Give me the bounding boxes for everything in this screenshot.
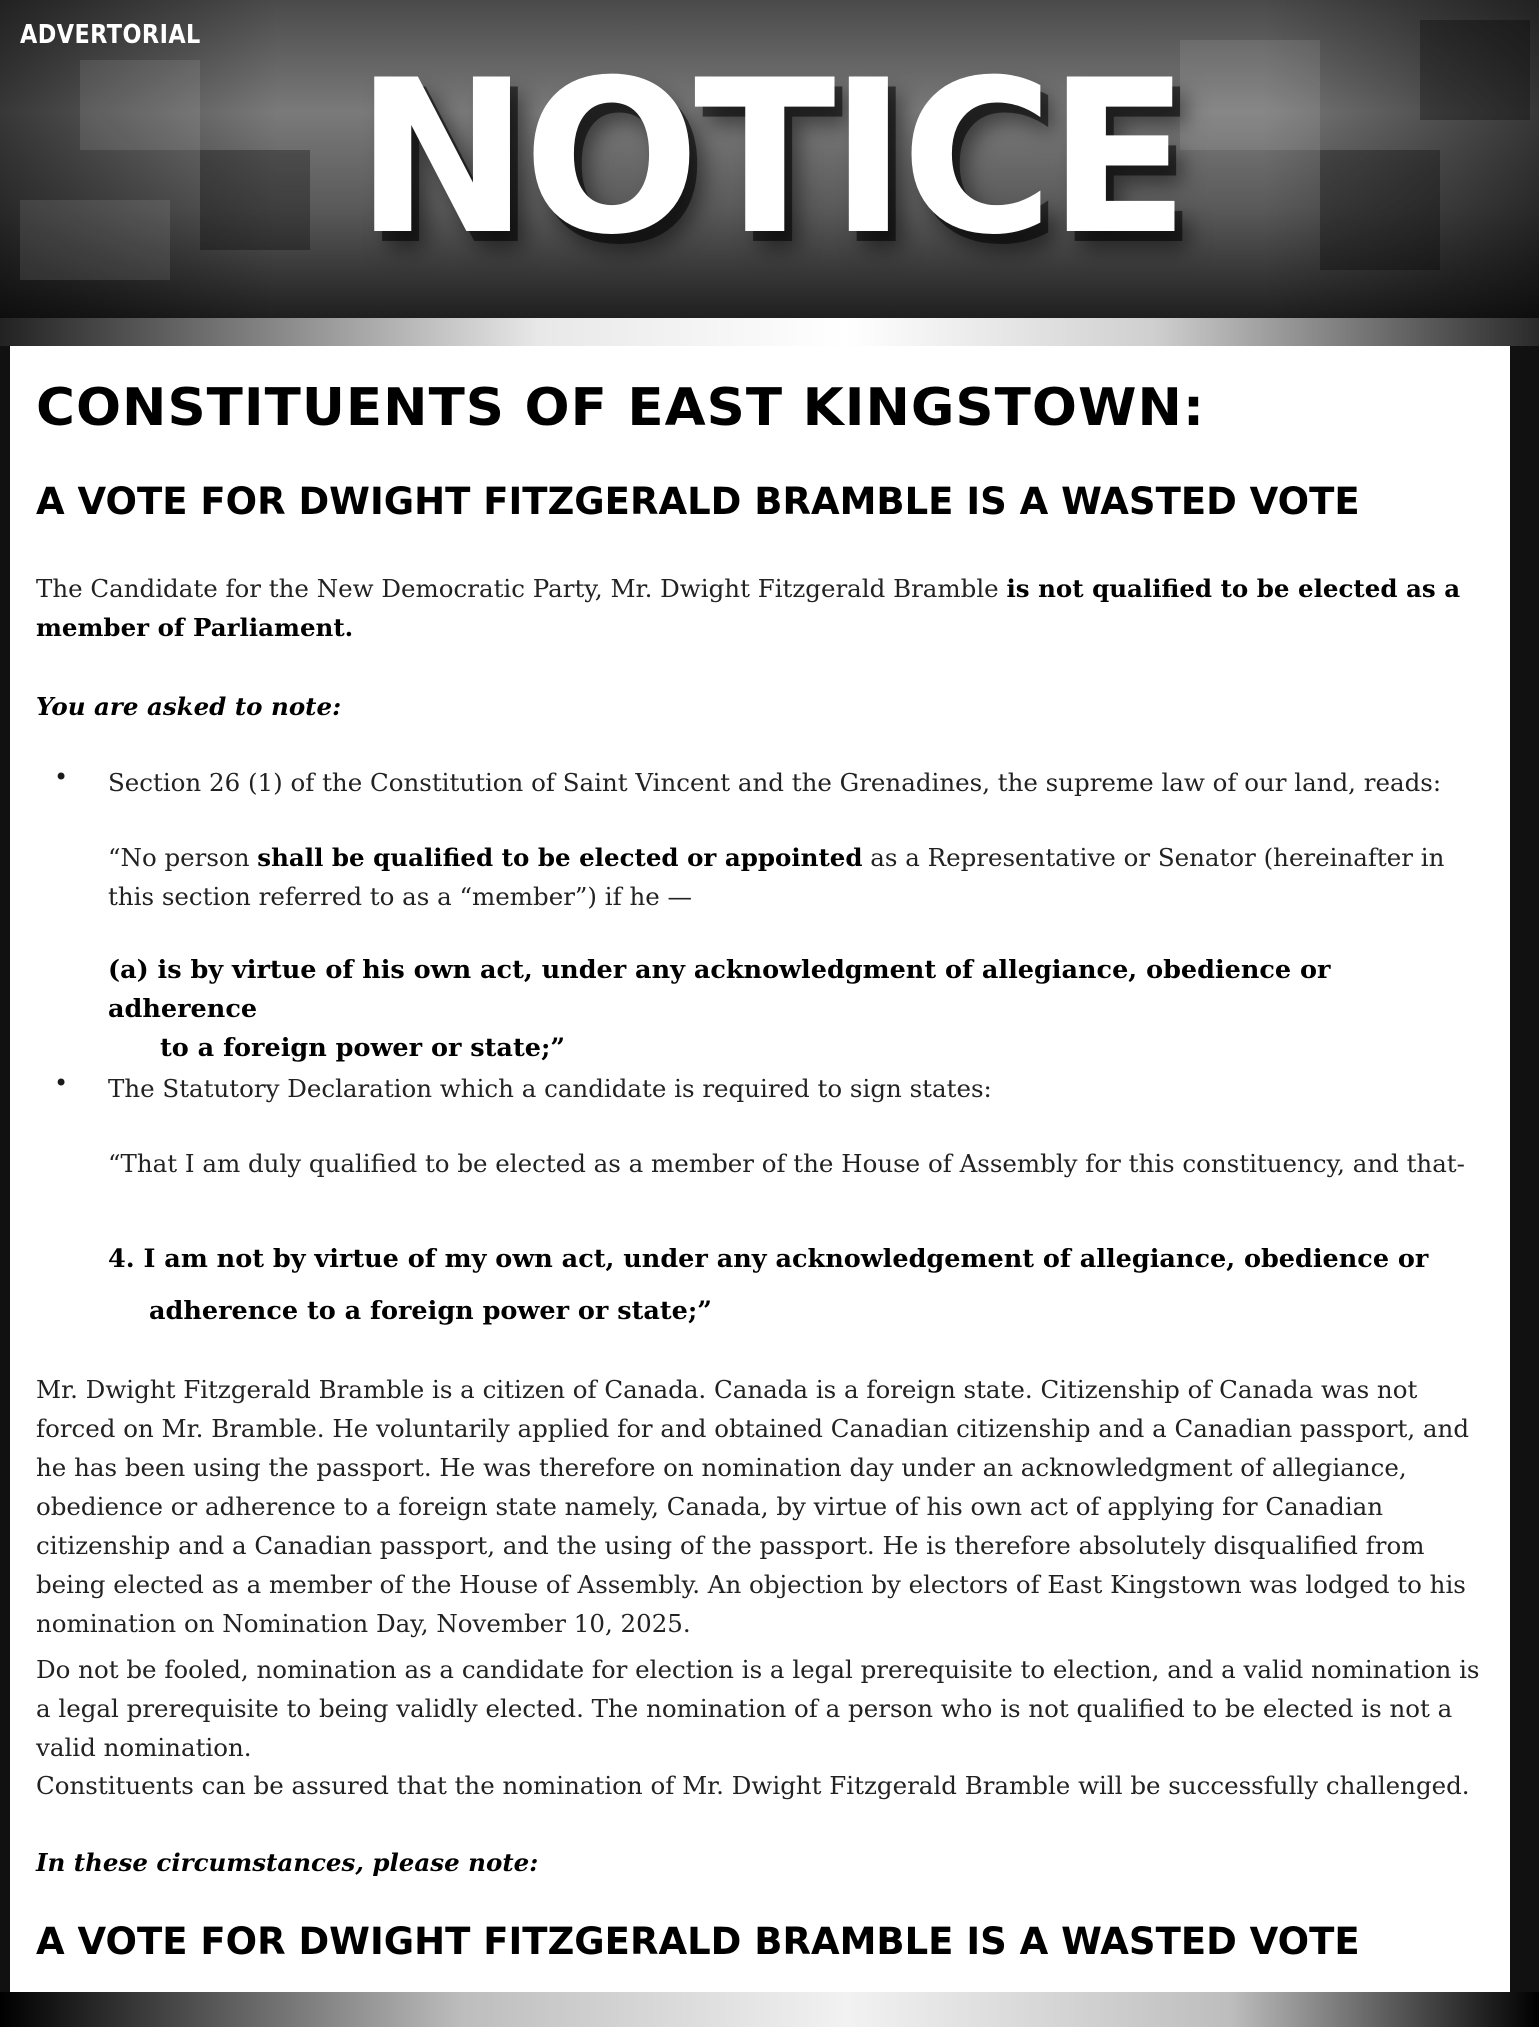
closing-lead: In these circumstances, please note: <box>36 1848 539 1877</box>
bottom-divider <box>0 1992 1539 2027</box>
clause-4-line-1: 4. I am not by virtue of my own act, under any acknowledgement of allegiance, obedience or <box>108 1244 1429 1274</box>
assurance-paragraph: Constituents can be assured that the nomination of Mr. Dwight Fitzgerald Bramble will be successfully challenged. <box>36 1771 1470 1800</box>
clause-4-line-2: adherence to a foreign power or state;” <box>149 1296 712 1326</box>
intro-bold: is not qualified to be elected as a member of Parliament. <box>36 574 1461 642</box>
quote-bold: shall be qualified to be elected or appointed <box>257 843 863 872</box>
note-lead: You are asked to note: <box>36 692 342 721</box>
constitution-quote <box>108 838 1468 916</box>
banner-divider <box>0 318 1539 346</box>
clause-a <box>108 951 1448 1068</box>
bullet-marker: • <box>54 763 69 791</box>
intro-paragraph <box>36 569 1486 647</box>
notice-body <box>10 346 1510 1992</box>
notice-title: NOTICE <box>355 34 1184 281</box>
notice-banner <box>0 0 1539 320</box>
bullet-marker: • <box>54 1069 69 1097</box>
subheadline: A VOTE FOR DWIGHT FITZGERALD BRAMBLE IS A WASTED VOTE <box>36 480 1360 523</box>
main-headline: CONSTITUENTS OF EAST KINGSTOWN: <box>36 378 1206 438</box>
closing-headline: A VOTE FOR DWIGHT FITZGERALD BRAMBLE IS A WASTED VOTE <box>36 1920 1360 1963</box>
nomination-paragraph: Do not be fooled, nomination as a candidate for election is a legal prerequisite to election, and a valid nomination is a legal prerequisite to being validly elected. The nomination of a person who is not qualified to be elected is not a valid nomination. <box>36 1655 1480 1762</box>
clause-a-line-2: to a foreign power or state;” <box>160 1033 566 1063</box>
bullet-1-text: Section 26 (1) of the Constitution of Saint Vincent and the Grenadines, the supreme law of our land, reads: <box>108 768 1442 797</box>
clause-a-line-1: (a) is by virtue of his own act, under any acknowledgment of allegiance, obedience or adherence <box>108 955 1331 1024</box>
intro-text: The Candidate for the New Democratic Party, Mr. Dwight Fitzgerald Bramble <box>36 574 1007 603</box>
clause-4 <box>108 1233 1448 1337</box>
citizenship-paragraph: Mr. Dwight Fitzgerald Bramble is a citizen of Canada. Canada is a foreign state. Citizenship of Canada was not forced on Mr. Bramble. He voluntarily applied for and obtained Canadian citizenship and a Canadian passport, and he has been using the passport. He was therefore on nomination day under an acknowledgment of allegiance, obedience or adherence to a foreign state namely, Canada, by virtue of his own act of applying for Canadian citizenship and a Canadian passport, and the using of the passport. He is therefore absolutely disqualified from being elected as a member of the House of Assembly. An objection by electors of East Kingstown was lodged to his nomination on Nomination Day, November 10, 2025. <box>36 1375 1469 1638</box>
advertorial-label: ADVERTORIAL <box>20 20 201 50</box>
quote-before: “No person <box>108 843 258 872</box>
quote-after: as a Representative or Senator (hereinafter in this section referred to as a “member”) if he — <box>108 843 1445 911</box>
declaration-quote: “That I am duly qualified to be elected as a member of the House of Assembly for this constituency, and that- <box>108 1149 1465 1178</box>
bullet-2-text: The Statutory Declaration which a candidate is required to sign states: <box>108 1074 992 1103</box>
